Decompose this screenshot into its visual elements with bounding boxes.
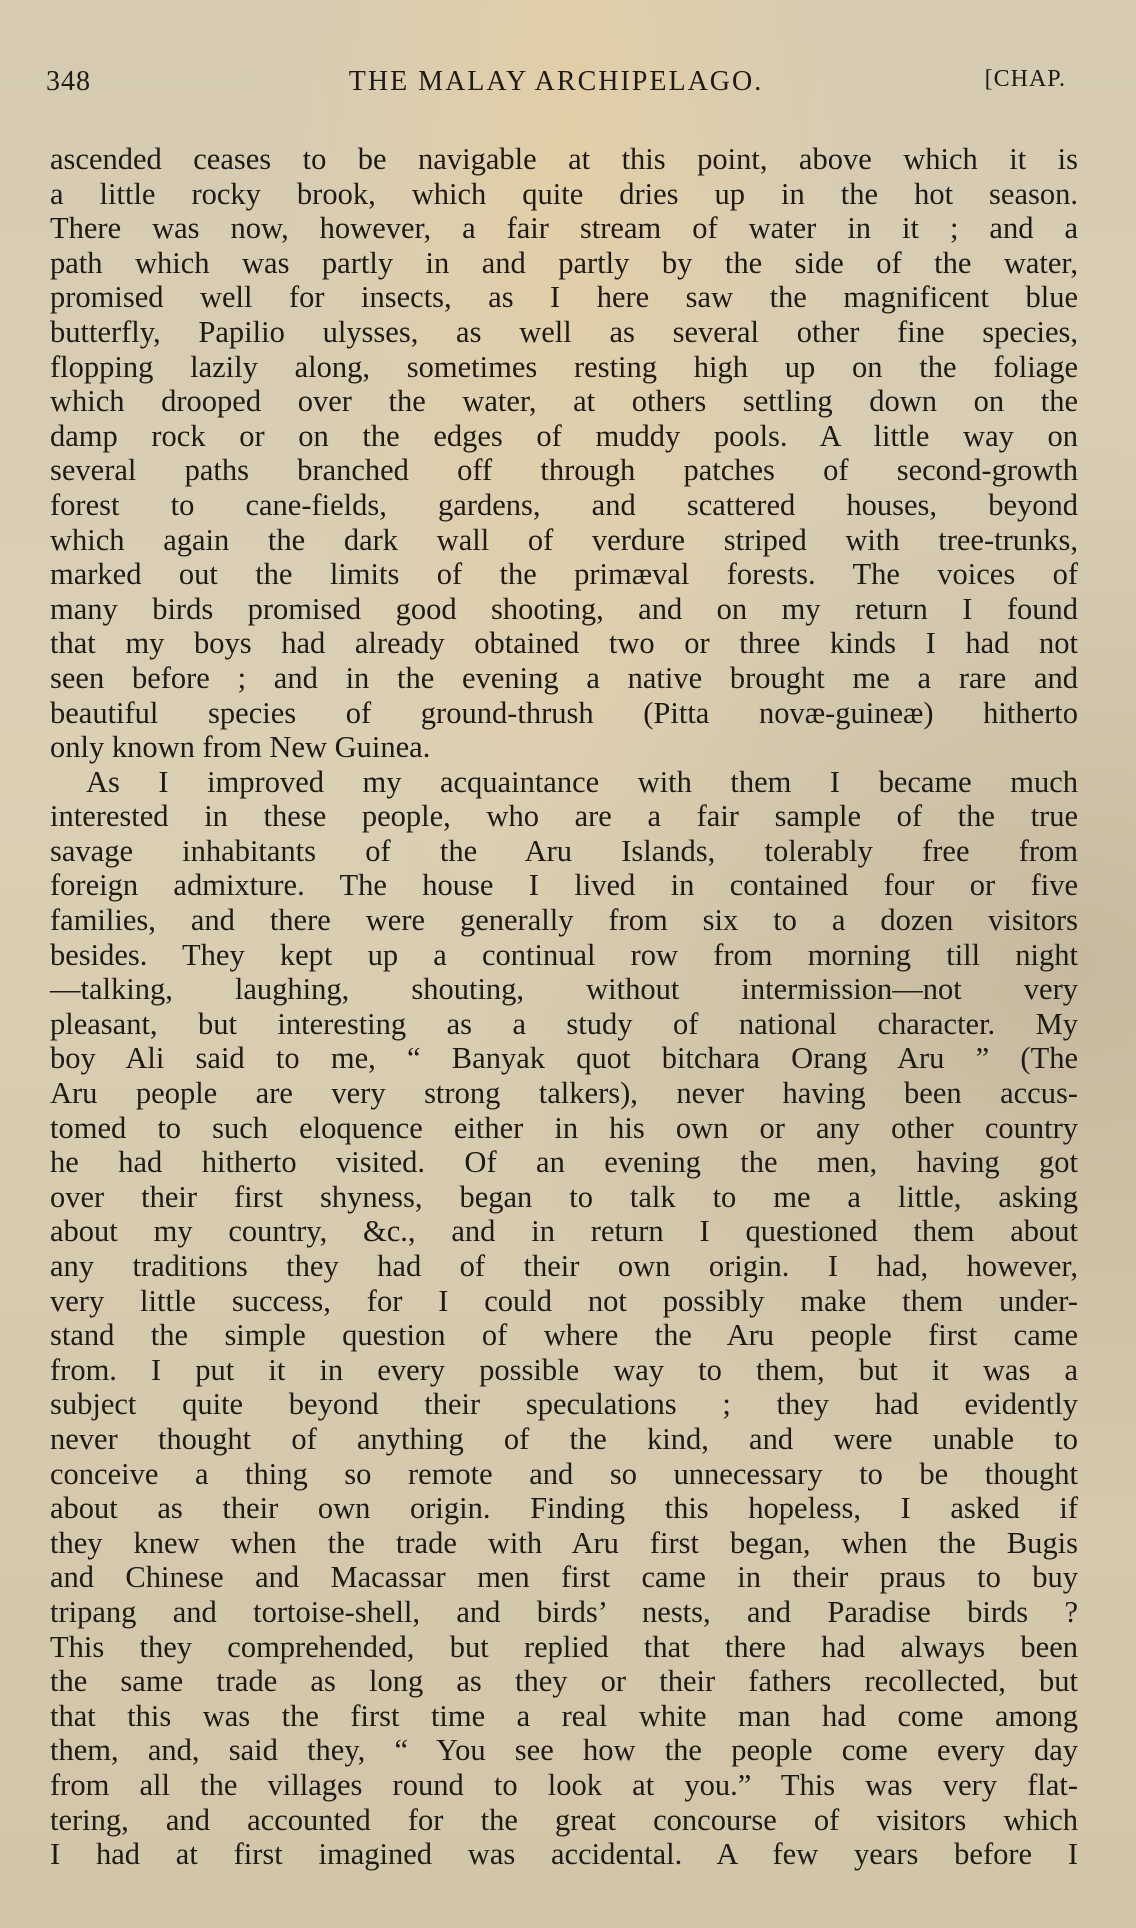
text-line: conceive a thing so remote and so unnecessary to be thought — [50, 1456, 1078, 1491]
body-text — [50, 142, 1078, 1872]
text-line: them, and, said they, “ You see how the people come every day — [50, 1733, 1078, 1768]
text-line: tomed to such eloquence either in his own or any other country — [50, 1110, 1078, 1145]
text-line: several paths branched off through patches of second-growth — [50, 453, 1078, 488]
text-line: and Chinese and Macassar men first came in their praus to buy — [50, 1560, 1078, 1595]
text-line: butterfly, Papilio ulysses, as well as several other fine species, — [50, 314, 1078, 349]
text-line: ascended ceases to be navigable at this point, above which it is — [50, 142, 1078, 176]
text-line: subject quite beyond their speculations ; they had evidently — [50, 1387, 1078, 1422]
text-line: There was now, however, a fair stream of water in it ; and a — [50, 211, 1078, 246]
text-line: pleasant, but interesting as a study of national character. My — [50, 1006, 1078, 1041]
text-line: any traditions they had of their own origin. I had, however, — [50, 1249, 1078, 1283]
text-line: boy Ali said to me, “ Banyak quot bitchara Orang Aru ” (The — [50, 1041, 1078, 1076]
text-line: about my country, &c., and in return I questioned them about — [50, 1214, 1078, 1249]
text-line: which drooped over the water, at others settling down on the — [50, 384, 1078, 419]
text-line: tering, and accounted for the great concourse of visitors which — [50, 1802, 1078, 1837]
text-line: foreign admixture. The house I lived in contained four or five — [50, 868, 1078, 903]
text-line: the same trade as long as they or their fathers recollected, but — [50, 1664, 1078, 1699]
text-line: never thought of anything of the kind, and were unable to — [50, 1421, 1078, 1456]
text-line: This they comprehended, but replied that there had always been — [50, 1629, 1078, 1664]
text-line: that this was the first time a real white man had come among — [50, 1698, 1078, 1733]
text-line: many birds promised good shooting, and on my return I found — [50, 591, 1078, 626]
text-line: over their first shyness, began to talk to me a little, asking — [50, 1179, 1078, 1214]
text-line: from all the villages round to look at you.” This was very flat- — [50, 1767, 1078, 1802]
text-line: interested in these people, who are a fair sample of the true — [50, 799, 1078, 834]
text-line: tripang and tortoise-shell, and birds’ nests, and Paradise birds ? — [50, 1594, 1078, 1629]
text-line: only known from New Guinea. — [50, 730, 431, 765]
text-line: a little rocky brook, which quite dries up in the hot season. — [50, 176, 1078, 211]
text-line: damp rock or on the edges of muddy pools. A little way on — [50, 418, 1078, 453]
text-line: besides. They kept up a continual row from morning till night — [50, 937, 1078, 972]
text-line: forest to cane-fields, gardens, and scattered houses, beyond — [50, 487, 1078, 522]
text-line: which again the dark wall of verdure striped with tree-trunks, — [50, 522, 1078, 557]
text-line: families, and there were generally from six to a dozen visitors — [50, 903, 1078, 938]
text-line: savage inhabitants of the Aru Islands, tolerably free from — [50, 833, 1078, 868]
chapter-mark: [CHAP. — [984, 66, 1066, 92]
text-line: Aru people are very strong talkers), never having been accus- — [50, 1076, 1078, 1111]
book-title: THE MALAY ARCHIPELAGO. — [348, 66, 764, 97]
text-line: path which was partly in and partly by the side of the water, — [50, 245, 1078, 280]
text-line: promised well for insects, as I here saw the magnificent blue — [50, 280, 1078, 315]
page-number: 348 — [46, 66, 91, 97]
text-line: from. I put it in every possible way to them, but it was a — [50, 1352, 1078, 1387]
text-line: about as their own origin. Finding this hopeless, I asked if — [50, 1491, 1078, 1526]
text-line: very little success, for I could not possibly make them under- — [50, 1283, 1078, 1318]
text-line: beautiful species of ground-thrush (Pitta novæ-guineæ) hitherto — [50, 695, 1078, 730]
text-line: stand the simple question of where the Aru people first came — [50, 1318, 1078, 1353]
text-line: flopping lazily along, sometimes resting high up on the foliage — [50, 349, 1078, 384]
text-line: marked out the limits of the primæval forests. The voices of — [50, 557, 1078, 592]
running-head — [46, 66, 1066, 106]
text-line: that my boys had already obtained two or three kinds I had not — [50, 626, 1078, 661]
text-line: As I improved my acquaintance with them I became much — [86, 764, 1078, 799]
text-line: —talking, laughing, shouting, without intermission—not very — [50, 972, 1078, 1007]
text-line: he had hitherto visited. Of an evening the men, having got — [50, 1145, 1078, 1180]
text-line: seen before ; and in the evening a native brought me a rare and — [50, 660, 1078, 695]
text-line: they knew when the trade with Aru first began, when the Bugis — [50, 1525, 1078, 1560]
text-line: I had at first imagined was accidental. A few years before I — [50, 1837, 1078, 1872]
